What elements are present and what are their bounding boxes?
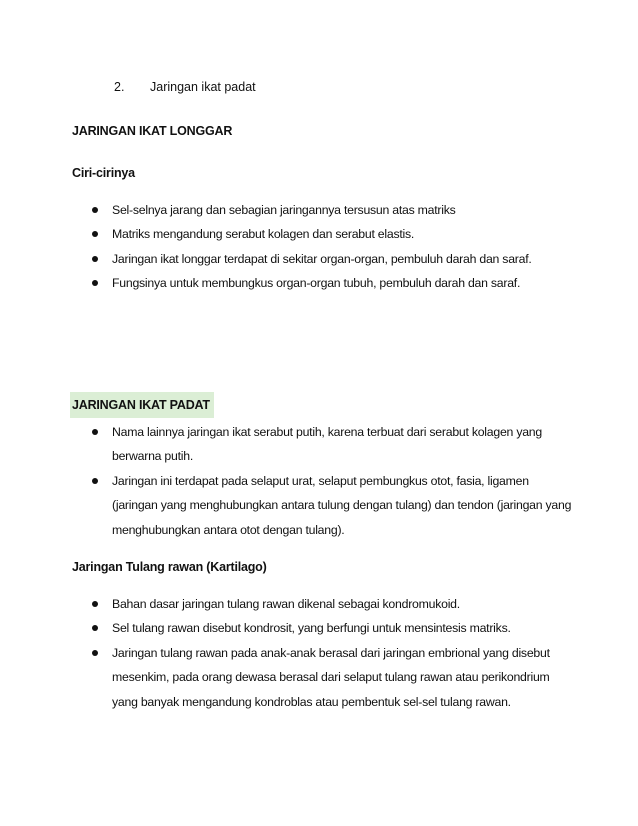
section-title-ikat-padat: JARINGAN IKAT PADAT: [70, 392, 214, 418]
item-text: Jaringan ikat padat: [150, 80, 256, 94]
bullet-icon: [92, 280, 98, 286]
bullet-icon: [92, 231, 98, 237]
bullet-list-ikat-longgar: [92, 198, 572, 296]
list-item: Jaringan ikat longgar terdapat di sekitar organ-organ, pembuluh darah dan saraf.: [92, 247, 572, 271]
bullet-list-tulang-rawan: [92, 592, 572, 714]
item-number: 2.: [114, 80, 125, 94]
bullet-icon: [92, 207, 98, 213]
section-title-tulang-rawan: Jaringan Tulang rawan (Kartilago): [72, 560, 267, 574]
bullet-icon: [92, 625, 98, 631]
bullet-icon: [92, 478, 98, 484]
list-item: Sel tulang rawan disebut kondrosit, yang berfungi untuk mensintesis matriks.: [92, 616, 572, 640]
list-item: Jaringan tulang rawan pada anak-anak berasal dari jaringan embrional yang disebut mesenkim, pada orang dewasa berasal dari selaput tulang rawan atau perikondrium yang banyak mengandung kondroblas atau pembentuk sel-sel tulang rawan.: [92, 641, 572, 714]
list-item: Matriks mengandung serabut kolagen dan serabut elastis.: [92, 222, 572, 246]
bullet-list-ikat-padat: [92, 420, 572, 542]
bullet-icon: [92, 429, 98, 435]
section-title-ikat-longgar: JARINGAN IKAT LONGGAR: [72, 124, 233, 138]
section-subtitle-ciri: Ciri-cirinya: [72, 166, 135, 180]
list-item: Sel-selnya jarang dan sebagian jaringannya tersusun atas matriks: [92, 198, 572, 222]
bullet-icon: [92, 601, 98, 607]
numbered-item: [114, 80, 256, 94]
list-item: Bahan dasar jaringan tulang rawan dikenal sebagai kondromukoid.: [92, 592, 572, 616]
list-item: Jaringan ini terdapat pada selaput urat, selaput pembungkus otot, fasia, ligamen (jaringan yang menghubungkan antara tulung dengan tulang) dan tendon (jaringan yang menghubungkan antara otot dengan tulang).: [92, 469, 572, 542]
bullet-icon: [92, 256, 98, 262]
list-item: Fungsinya untuk membungkus organ-organ tubuh, pembuluh darah dan saraf.: [92, 271, 572, 295]
list-item: Nama lainnya jaringan ikat serabut putih, karena terbuat dari serabut kolagen yang berwarna putih.: [92, 420, 572, 469]
bullet-icon: [92, 650, 98, 656]
